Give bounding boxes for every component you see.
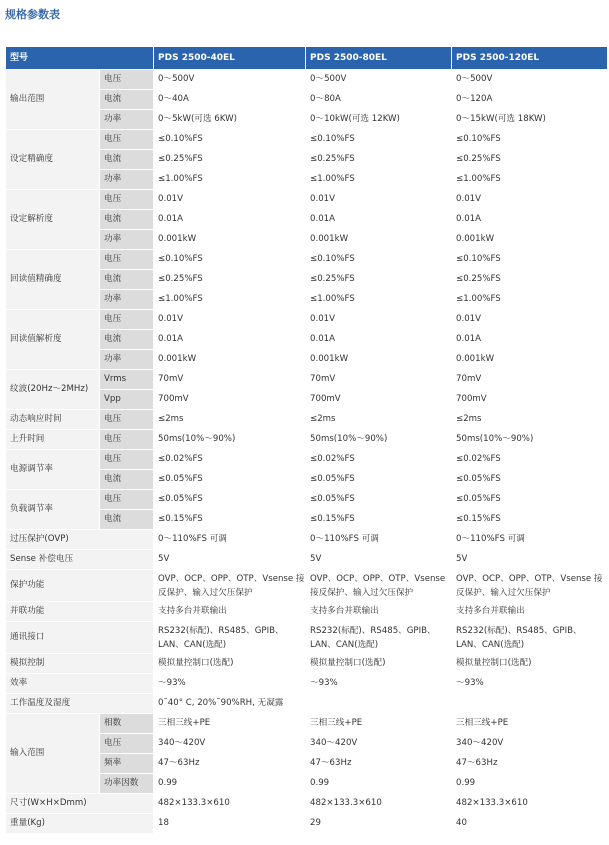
row-value: 70mV <box>452 370 608 390</box>
row-value: 0.01V <box>452 310 608 330</box>
row-value: 0.99 <box>306 774 452 794</box>
row-parameter: 电压 <box>100 490 154 510</box>
table-header-row <box>6 47 608 70</box>
row-value: 340～420V <box>452 734 608 754</box>
row-value: 0～500V <box>154 70 306 90</box>
row-value: ≤1.00%FS <box>452 290 608 310</box>
row-parameter: 电压 <box>100 250 154 270</box>
row-value: 0～500V <box>306 70 452 90</box>
row-parameter: 电压 <box>100 310 154 330</box>
row-parameter: 电压 <box>100 430 154 450</box>
row-value: ≤0.10%FS <box>452 250 608 270</box>
row-value: 0.01A <box>154 210 306 230</box>
row-value: 0.01V <box>154 310 306 330</box>
row-value: 支持多台并联输出 <box>452 602 608 622</box>
row-value: 0～80A <box>306 90 452 110</box>
row-value: 0.01A <box>154 330 306 350</box>
table-row <box>6 70 608 90</box>
row-value: 482×133.3×610 <box>306 794 452 814</box>
row-value: 支持多台并联输出 <box>306 602 452 622</box>
row-value: ≤0.02%FS <box>306 450 452 470</box>
row-category: 效率 <box>6 674 154 694</box>
row-category: 动态响应时间 <box>6 410 100 430</box>
row-value: 支持多台并联输出 <box>154 602 306 622</box>
row-parameter: 电流 <box>100 150 154 170</box>
row-parameter: 频率 <box>100 754 154 774</box>
row-parameter: 电压 <box>100 410 154 430</box>
table-row <box>6 430 608 450</box>
row-value: ≤0.15%FS <box>306 510 452 530</box>
table-row <box>6 570 608 602</box>
row-value: 70mV <box>306 370 452 390</box>
row-value: 三相三线+PE <box>306 714 452 734</box>
row-value: 700mV <box>154 390 306 410</box>
row-category: 输出范围 <box>6 70 100 130</box>
row-value: 700mV <box>452 390 608 410</box>
row-category: 回读值精确度 <box>6 250 100 310</box>
row-value: 340～420V <box>306 734 452 754</box>
row-category: 电源调节率 <box>6 450 100 490</box>
table-row <box>6 310 608 330</box>
row-parameter: 电压 <box>100 70 154 90</box>
row-value: OVP、OCP、OPP、OTP、Vsense 接反保护、输入过欠压保护 <box>154 570 306 602</box>
row-value: 0～5kW(可选 6KW) <box>154 110 306 130</box>
row-category: 保护功能 <box>6 570 154 602</box>
row-value: 50ms(10%～90%) <box>306 430 452 450</box>
row-value: 700mV <box>306 390 452 410</box>
row-category: 上升时间 <box>6 430 100 450</box>
spec-table-body <box>6 70 608 834</box>
row-value: 47～63Hz <box>452 754 608 774</box>
row-value: 0.01A <box>452 330 608 350</box>
row-value: 0.001kW <box>452 350 608 370</box>
row-category: 输入范围 <box>6 714 100 794</box>
table-row <box>6 654 608 674</box>
row-category: 设定精确度 <box>6 130 100 190</box>
table-row <box>6 370 608 390</box>
spec-table <box>5 46 608 834</box>
row-category: 负载调节率 <box>6 490 100 530</box>
row-category: 纹波(20Hz～2MHz) <box>6 370 100 410</box>
row-value: ≤2ms <box>452 410 608 430</box>
row-value: ≤0.10%FS <box>154 250 306 270</box>
row-value: 模拟量控制口(选配) <box>452 654 608 674</box>
table-row <box>6 794 608 814</box>
row-category: 重量(Kg) <box>6 814 154 834</box>
row-parameter: 电流 <box>100 510 154 530</box>
row-value: 340～420V <box>154 734 306 754</box>
row-value: 0～120A <box>452 90 608 110</box>
row-value: ≤0.05%FS <box>154 470 306 490</box>
row-parameter: 功率 <box>100 170 154 190</box>
row-value: ≤0.05%FS <box>452 470 608 490</box>
row-parameter: 功率 <box>100 290 154 310</box>
row-value: 三相三线+PE <box>154 714 306 734</box>
row-parameter: 功率 <box>100 230 154 250</box>
row-parameter: Vrms <box>100 370 154 390</box>
row-parameter: Vpp <box>100 390 154 410</box>
row-parameter: 电压 <box>100 130 154 150</box>
row-value: ～93% <box>452 674 608 694</box>
table-row <box>6 530 608 550</box>
row-value: 0.99 <box>154 774 306 794</box>
table-row <box>6 714 608 734</box>
row-value: ≤0.05%FS <box>306 470 452 490</box>
row-parameter: 功率 <box>100 350 154 370</box>
row-value: 0～40A <box>154 90 306 110</box>
row-value: ≤1.00%FS <box>154 290 306 310</box>
row-value: 0.001kW <box>154 230 306 250</box>
row-value: 0.001kW <box>306 350 452 370</box>
table-row <box>6 410 608 430</box>
row-category: 尺寸(W×H×Dmm) <box>6 794 154 814</box>
row-category: Sense 补偿电压 <box>6 550 154 570</box>
row-value: 40 <box>452 814 608 834</box>
row-value: 0.01V <box>306 190 452 210</box>
row-value: 5V <box>154 550 306 570</box>
row-category: 设定解析度 <box>6 190 100 250</box>
row-parameter: 功率 <box>100 110 154 130</box>
row-value: 47～63Hz <box>306 754 452 774</box>
row-parameter: 电流 <box>100 210 154 230</box>
row-value: ≤0.15%FS <box>154 510 306 530</box>
row-category: 回读值解析度 <box>6 310 100 370</box>
row-value: ≤0.25%FS <box>306 150 452 170</box>
row-value: 三相三线+PE <box>452 714 608 734</box>
row-value: ≤0.02%FS <box>452 450 608 470</box>
row-value: ≤0.25%FS <box>452 150 608 170</box>
row-value: ≤0.05%FS <box>154 490 306 510</box>
row-value: ≤1.00%FS <box>306 290 452 310</box>
row-value: 0～110%FS 可调 <box>452 530 608 550</box>
row-value: 0.01A <box>452 210 608 230</box>
page-title: 规格参数表 <box>5 8 60 21</box>
row-parameter: 电压 <box>100 450 154 470</box>
row-value: 0.01A <box>306 330 452 350</box>
row-value: 0～10kW(可选 12KW) <box>306 110 452 130</box>
table-row <box>6 674 608 694</box>
row-parameter: 电流 <box>100 90 154 110</box>
row-parameter: 电流 <box>100 270 154 290</box>
table-row <box>6 490 608 510</box>
row-value: ≤0.25%FS <box>154 270 306 290</box>
row-value: 29 <box>306 814 452 834</box>
row-parameter: 功率因数 <box>100 774 154 794</box>
row-value: RS232(标配)、RS485、GPIB、LAN、CAN(选配) <box>154 622 306 654</box>
row-category: 过压保护(OVP) <box>6 530 154 550</box>
row-value: 50ms(10%～90%) <box>154 430 306 450</box>
row-value: ≤2ms <box>306 410 452 430</box>
row-value: 482×133.3×610 <box>452 794 608 814</box>
row-value: 模拟量控制口(选配) <box>154 654 306 674</box>
row-category: 模拟控制 <box>6 654 154 674</box>
row-parameter: 相数 <box>100 714 154 734</box>
model-column-header: PDS 2500-80EL <box>306 47 452 70</box>
row-value: 模拟量控制口(选配) <box>306 654 452 674</box>
row-value: 18 <box>154 814 306 834</box>
table-row <box>6 814 608 834</box>
row-value: 50ms(10%～90%) <box>452 430 608 450</box>
row-value: ≤0.10%FS <box>306 130 452 150</box>
row-value: ≤2ms <box>154 410 306 430</box>
row-value: ≤0.10%FS <box>154 130 306 150</box>
row-value: ≤0.05%FS <box>452 490 608 510</box>
row-value: 0～500V <box>452 70 608 90</box>
row-value: 482×133.3×610 <box>154 794 306 814</box>
row-value: 0.99 <box>452 774 608 794</box>
row-value: 0.001kW <box>452 230 608 250</box>
row-value: 5V <box>306 550 452 570</box>
row-value: 0～15kW(可选 18KW) <box>452 110 608 130</box>
row-value: ≤0.10%FS <box>452 130 608 150</box>
row-value: ～93% <box>306 674 452 694</box>
table-row <box>6 694 608 714</box>
table-row <box>6 622 608 654</box>
row-value: 0.01V <box>306 310 452 330</box>
row-value: ≤1.00%FS <box>452 170 608 190</box>
table-row <box>6 190 608 210</box>
row-value: 47～63Hz <box>154 754 306 774</box>
row-value: 0.01V <box>154 190 306 210</box>
row-category: 工作温度及湿度 <box>6 694 154 714</box>
row-value: ≤0.10%FS <box>306 250 452 270</box>
model-header: 型号 <box>6 47 154 70</box>
row-value: ≤0.15%FS <box>452 510 608 530</box>
model-column-header: PDS 2500-40EL <box>154 47 306 70</box>
table-row <box>6 450 608 470</box>
row-value: OVP、OCP、OPP、OTP、Vsense 接反保护、输入过欠压保护 <box>452 570 608 602</box>
row-parameter: 电流 <box>100 330 154 350</box>
row-value: 0～110%FS 可调 <box>306 530 452 550</box>
row-parameter: 电压 <box>100 190 154 210</box>
row-category: 并联功能 <box>6 602 154 622</box>
table-row <box>6 550 608 570</box>
row-value: RS232(标配)、RS485、GPIB、LAN、CAN(选配) <box>306 622 452 654</box>
row-value: OVP、OCP、OPP、OTP、Vsense 接反保护、输入过欠压保护 <box>306 570 452 602</box>
row-value: 0.001kW <box>154 350 306 370</box>
row-value: ≤0.05%FS <box>306 490 452 510</box>
row-value: ≤1.00%FS <box>306 170 452 190</box>
table-row <box>6 602 608 622</box>
model-column-header: PDS 2500-120EL <box>452 47 608 70</box>
row-value: ≤0.25%FS <box>154 150 306 170</box>
row-value: 0˜40° C, 20%˜90%RH, 无凝露 <box>154 694 608 714</box>
row-value: 0.01V <box>452 190 608 210</box>
table-row <box>6 250 608 270</box>
row-parameter: 电流 <box>100 470 154 490</box>
row-value: ≤0.25%FS <box>306 270 452 290</box>
table-row <box>6 130 608 150</box>
row-value: 0～110%FS 可调 <box>154 530 306 550</box>
row-value: ～93% <box>154 674 306 694</box>
row-value: 5V <box>452 550 608 570</box>
row-value: ≤0.02%FS <box>154 450 306 470</box>
row-value: ≤1.00%FS <box>154 170 306 190</box>
row-value: 0.001kW <box>306 230 452 250</box>
row-parameter: 电压 <box>100 734 154 754</box>
row-category: 通讯接口 <box>6 622 154 654</box>
row-value: RS232(标配)、RS485、GPIB、LAN、CAN(选配) <box>452 622 608 654</box>
row-value: 70mV <box>154 370 306 390</box>
row-value: 0.01A <box>306 210 452 230</box>
row-value: ≤0.25%FS <box>452 270 608 290</box>
